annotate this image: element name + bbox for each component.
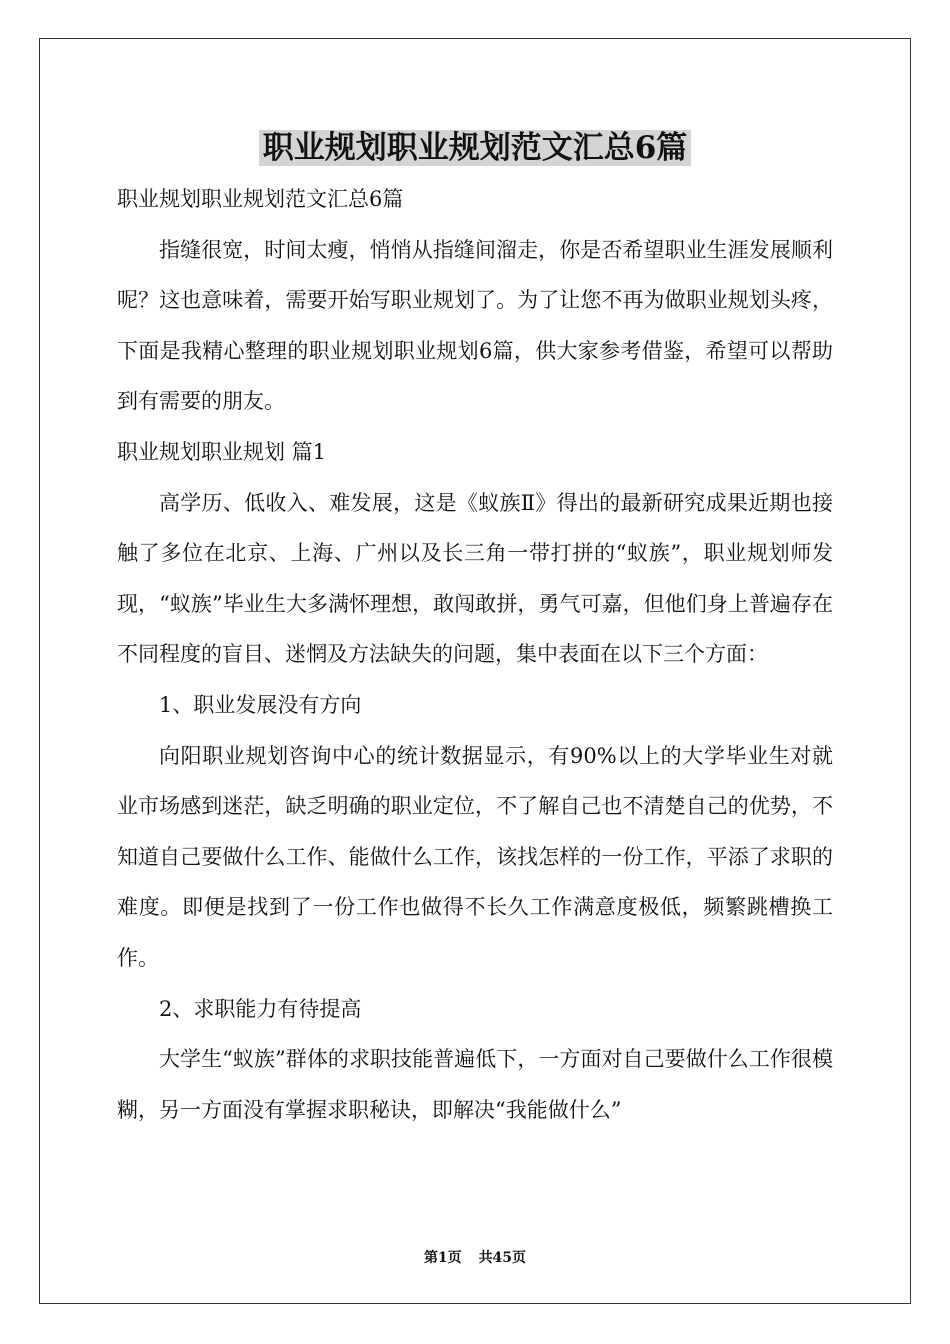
paragraph: 高学历、低收入、难发展，这是《蚁族Ⅱ》得出的最新研究成果近期也接触了多位在北京、上海、广州以及长三角一带打拼的“蚁族”，职业规划师发现，“蚁族”毕业生大多满怀理想，敢闯敢拼，勇气可嘉，但他们身上普遍存在不同程度的盲目、迷惘及方法缺失的问题，集中表面在以下三个方面： bbox=[117, 490, 833, 667]
document-title-text: 职业规划职业规划范文汇总6篇 bbox=[259, 130, 692, 166]
page-footer bbox=[0, 1248, 950, 1268]
list-heading: 2、求职能力有待提高 bbox=[159, 996, 362, 1021]
document-body bbox=[117, 174, 833, 1135]
list-heading: 1、职业发展没有方向 bbox=[159, 692, 362, 717]
paragraph: 向阳职业规划咨询中心的统计数据显示，有90%以上的大学毕业生对就业市场感到迷茫，缺乏明确的职业定位，不了解自己也不清楚自己的优势，不知道自己要做什么工作、能做什么工作，该找怎样的一份工作，平添了求职的难度。即便是找到了一份工作也做得不长久工作满意度极低，频繁跳槽换工作。 bbox=[117, 743, 833, 970]
section-heading: 职业规划职业规划 篇1 bbox=[117, 439, 327, 464]
page-total: 共45页 bbox=[478, 1250, 527, 1266]
paragraph: 指缝很宽，时间太瘦，悄悄从指缝间溜走，你是否希望职业生涯发展顺利呢？这也意味着，需要开始写职业规划了。为了让您不再为做职业规划头疼，下面是我精心整理的职业规划职业规划6篇，供大家参考借鉴，希望可以帮助到有需要的朋友。 bbox=[117, 237, 833, 414]
document-title bbox=[0, 126, 950, 170]
paragraph: 大学生“蚁族”群体的求职技能普遍低下，一方面对自己要做什么工作很模糊，另一方面没有掌握求职秘诀，即解决“我能做什么” bbox=[117, 1047, 833, 1122]
page-number: 第1页 bbox=[423, 1250, 462, 1266]
paragraph: 职业规划职业规划范文汇总6篇 bbox=[117, 187, 404, 211]
